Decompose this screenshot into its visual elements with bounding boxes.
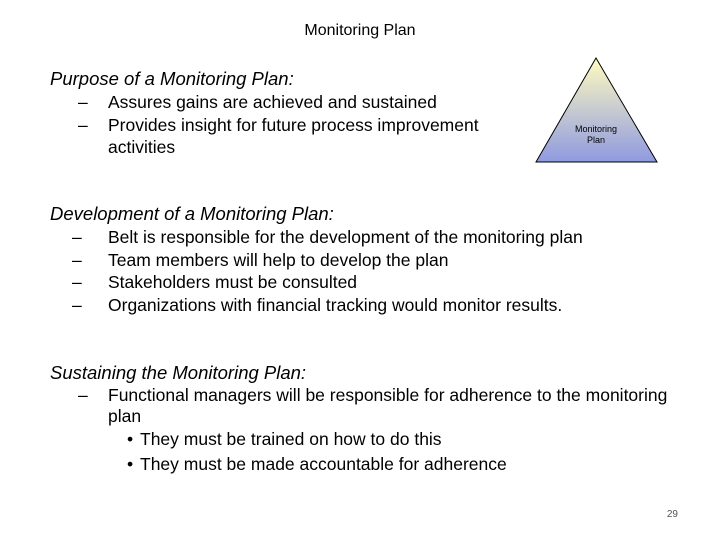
- sustaining-sub-item-text: They must be made accountable for adherence: [140, 454, 507, 474]
- bullet-glyph: •: [127, 429, 134, 449]
- dash-glyph: –: [72, 272, 82, 292]
- sustaining-sub-item-text: They must be trained on how to do this: [140, 429, 442, 449]
- sustaining-sub-item: [50, 452, 690, 477]
- development-item-text: Stakeholders must be consulted: [108, 272, 358, 292]
- development-item: [50, 249, 690, 272]
- purpose-heading: Purpose of a Monitoring Plan:: [50, 68, 294, 89]
- development-section: [50, 202, 690, 316]
- development-heading: Development of a Monitoring Plan:: [50, 203, 334, 224]
- dash-glyph: –: [72, 249, 82, 270]
- purpose-item: [50, 91, 540, 114]
- bullet-glyph: •: [127, 454, 134, 474]
- slide-title: Monitoring Plan: [304, 22, 416, 39]
- development-item-text: Organizations with financial tracking would monitor results.: [108, 294, 563, 315]
- pyramid-triangle: [536, 58, 657, 162]
- dash-glyph: –: [72, 294, 82, 315]
- development-item-text: Team members will help to develop the plan: [108, 249, 449, 270]
- pyramid-label-line2: Plan: [586, 135, 606, 145]
- development-item: [50, 226, 690, 249]
- development-item: [50, 271, 690, 294]
- purpose-item-text: Assures gains are achieved and sustained: [108, 92, 437, 112]
- dash-glyph: –: [72, 227, 82, 247]
- pyramid-label-line1: Monitoring: [574, 124, 618, 134]
- development-item: [50, 294, 690, 317]
- sustaining-item-text: Functional managers will be responsible for adherence to the monitoring plan: [108, 385, 668, 426]
- dash-glyph: –: [78, 114, 88, 135]
- sustaining-sub-item: [50, 427, 690, 452]
- sustaining-section: [50, 361, 690, 477]
- purpose-item: [50, 114, 540, 159]
- dash-glyph: –: [78, 385, 88, 405]
- sustaining-item: [50, 385, 690, 427]
- purpose-item-text: Provides insight for future process improvement activities: [108, 114, 479, 157]
- monitoring-plan-pyramid: [534, 56, 659, 164]
- page-number: 29: [666, 509, 678, 520]
- purpose-section: [50, 67, 540, 159]
- dash-glyph: –: [78, 92, 88, 112]
- development-item-text: Belt is responsible for the development of the monitoring plan: [108, 227, 583, 247]
- sustaining-heading: Sustaining the Monitoring Plan:: [50, 362, 307, 383]
